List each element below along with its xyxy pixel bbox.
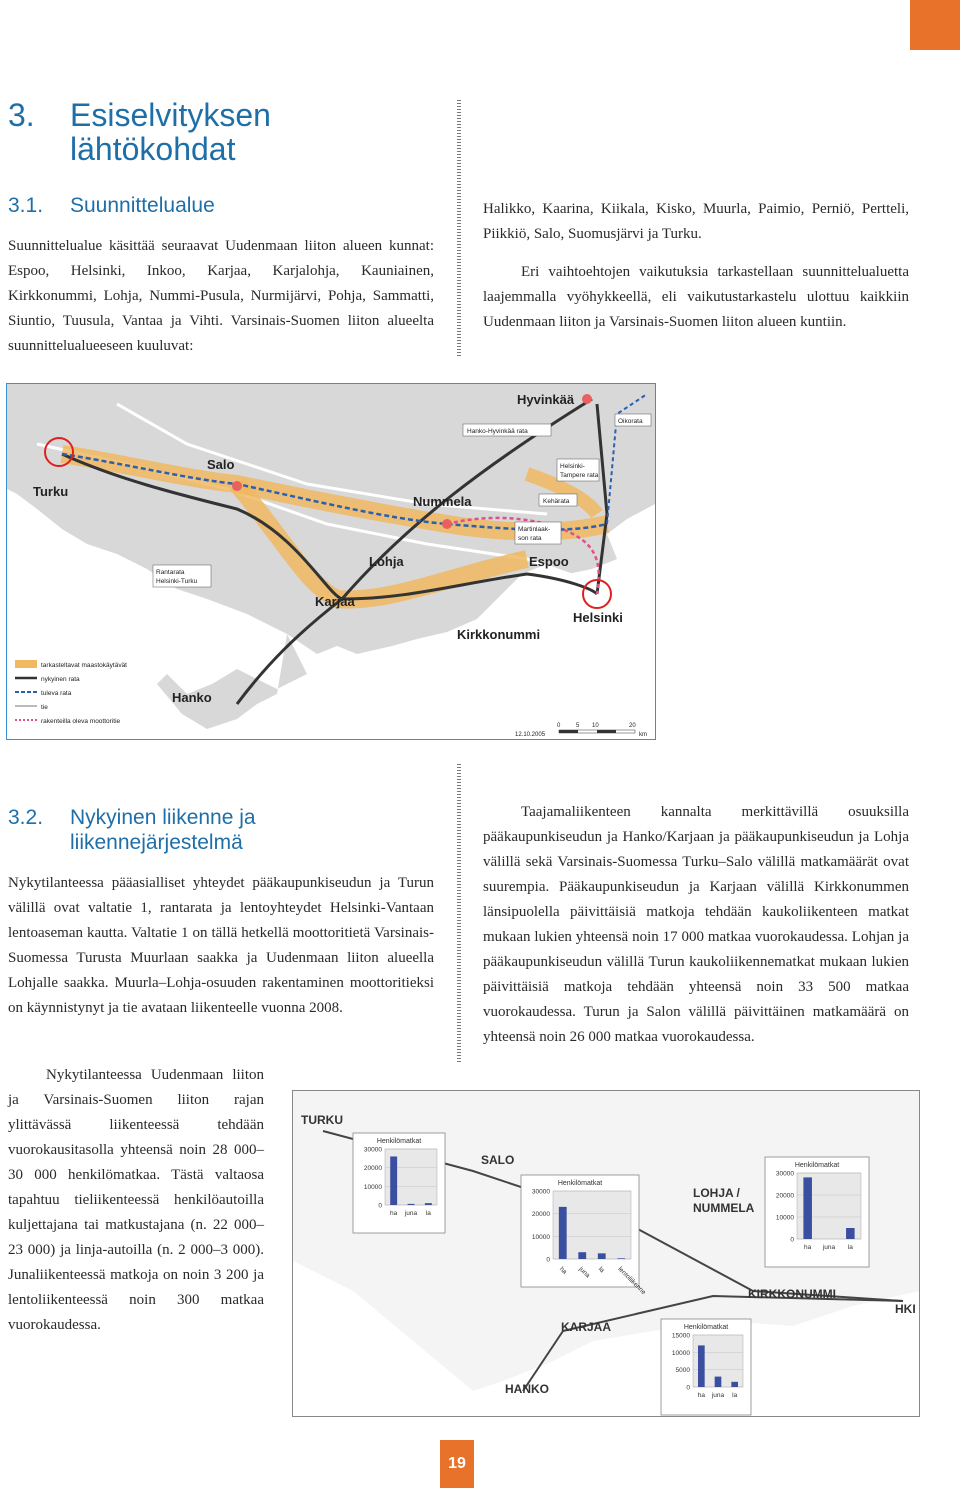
paragraph: Nykytilanteessa pääasialliset yhteydet pääkaupunkiseudun ja Turun välillä ovat valtatie 1, rantarata ja lentoyhteydet Helsinki-Vantaan lentoaseman kautta. Valtatie 1 on tällä hetkellä moottoritietä Varsinais-Suomessa Turusta Muurlaan saakka ja Uudenmaan liiton alueella Lohjalle saakka. Muurla–Lohja-osuuden rakentaminen moottoritieksi on käynnistynyt ja tie avataan liikenteelle vuonna 2008. [8, 875, 434, 1016]
bar [408, 1204, 415, 1205]
x-tick-label: juna [404, 1210, 418, 1217]
x-tick-label: lentoliikenne [616, 1265, 647, 1297]
section-31-right-text [483, 197, 909, 335]
y-tick-label: 0 [686, 1384, 690, 1392]
scale-unit: km [639, 732, 647, 738]
y-tick-label: 0 [378, 1202, 382, 1210]
flow-place-salo: SALO [481, 1153, 515, 1167]
legend-planned-road: rakenteilla oleva moottoritie [41, 718, 121, 725]
section-32-paragraph-3 [483, 800, 909, 1050]
section-31-heading: 3.1. Suunnittelualue [8, 194, 215, 217]
x-tick-label: ha [804, 1244, 812, 1251]
page-number: 19 [440, 1440, 474, 1488]
x-tick-label: la [732, 1392, 738, 1399]
bar [598, 1253, 606, 1259]
bar-chart [661, 1319, 751, 1415]
bar [731, 1382, 738, 1387]
label-martinlaakso-2: son rata [518, 535, 542, 542]
bar [617, 1258, 625, 1259]
legend-current-rail: nykyinen rata [41, 676, 80, 683]
flow-place-hki: HKI [895, 1302, 916, 1316]
label-keharata: Kehärata [543, 498, 570, 505]
column-divider [457, 100, 461, 358]
paragraph: Halikko, Kaarina, Kiikala, Kisko, Muurla, Paimio, Perniö, Pertteli, Piikkiö, Salo, Suomusjärvi ja Turku. [483, 201, 909, 242]
bar [803, 1177, 812, 1239]
y-tick-label: 5000 [675, 1367, 690, 1375]
place-hanko: Hanko [172, 690, 212, 705]
scale-tick: 10 [592, 723, 599, 729]
place-helsinki: Helsinki [573, 610, 623, 625]
paragraph: Taajamaliikenteen kannalta merkittävillä osuuksilla pääkaupunkiseudun ja Hanko/Karjaan ja pääkaupunkiseudun ja Lohja välillä sekä Varsinais-Suomessa Turku–Salo välillä matkamäärät ovat suurempia. Pääkaupunkiseudun ja Karjaan välillä Kirkkonummen länsipuolella päivittäisiä matkoja tehdään kaukoliikenteen matkat mukaan lukien yhteensä noin 17 000 matkaa vuorokaudessa. Lohjan ja pääkaupunkiseudun välillä Turun kaukoliikennematkat mukaan lukien päivittäisiä matkoja tehdään yhteensä noin 33 500 matkaa vuorokaudessa. Turun ja Salon välillä päivittäinen matkamäärä on yhteensä noin 26 000 matkaa vuorokaudessa. [483, 804, 909, 1045]
y-tick-label: 0 [546, 1256, 550, 1264]
bar [715, 1377, 722, 1387]
column-divider [457, 764, 461, 1064]
place-nummela: Nummela [413, 494, 472, 509]
paragraph: Suunnittelualue käsittää seuraavat Uudenmaan liiton alueen kunnat: Espoo, Helsinki, Inkoo, Karjaa, Karjalohja, Kauniainen, Kirkkonummi, Lohja, Nummi-Pusula, Nurmijärvi, Pohja, Sammatti, Siuntio, Tuusula, Vantaa ja Vihti. Varsinais-Suomen liiton alueelta suunnittelualueeseen kuuluvat: [8, 238, 434, 354]
hyvinkaa-node [582, 394, 592, 404]
y-tick-label: 10000 [671, 1349, 690, 1357]
bar [698, 1345, 705, 1387]
paragraph: Nykytilanteessa Uudenmaan liiton ja Varsinais-Suomen liiton rajan ylittävässä liikenteessä tehdään vuorokausitasolla yhteensä noin 28 000–30 000 henkilömatkaa. Tästä valtaosa tapahtuu tieliikenteessä henkilöautoilla kuljettajana tai matkustajana (n. 22 000–23 000) ja linja-autoilla (n. 2 000–3 000). Junaliikenteessä matkoja on noin 3 200 ja lentoliikenteessä noin 300 matkaa vuorokaudessa. [8, 1067, 264, 1333]
legend-corridor: tarkasteltavat maastokäytävät [41, 662, 127, 669]
label-rantarata-1: Rantarata [156, 569, 185, 576]
x-tick-label: juna [822, 1244, 836, 1251]
x-tick-label: la [847, 1244, 853, 1251]
planning-area-map [6, 383, 656, 740]
bar [578, 1252, 586, 1259]
y-tick-label: 10000 [363, 1183, 382, 1191]
x-tick-label: la [596, 1265, 606, 1275]
section-32-paragraph-2 [8, 1063, 264, 1338]
label-oikorata: Oikorata [618, 418, 643, 425]
nummela-node [442, 519, 452, 529]
place-lohja: Lohja [369, 554, 404, 569]
salo-node [232, 481, 242, 491]
scale-tick: 0 [557, 723, 561, 729]
y-tick-label: 10000 [775, 1214, 794, 1222]
x-tick-label: ha [557, 1265, 568, 1276]
bar [846, 1228, 855, 1239]
flow-place-karjaa: KARJAA [561, 1320, 612, 1334]
label-helsinki-tampere-2: Tampere rata [560, 472, 599, 479]
x-tick-label: ha [697, 1392, 705, 1399]
bar [425, 1203, 432, 1205]
place-salo: Salo [207, 457, 235, 472]
place-hyvinkaa: Hyvinkää [517, 392, 575, 407]
legend-road: tie [41, 704, 48, 711]
label-rantarata-2: Helsinki-Turku [156, 578, 198, 585]
x-tick-label: ha [390, 1210, 398, 1217]
section-31-left-text [8, 234, 434, 359]
bar-chart [765, 1157, 869, 1267]
y-tick-label: 20000 [363, 1165, 382, 1173]
scale-tick: 5 [576, 723, 580, 729]
chart-title: Henkilömatkat [557, 1180, 603, 1187]
chart-title: Henkilömatkat [376, 1138, 422, 1145]
flow-place-nummela: NUMMELA [693, 1201, 755, 1215]
paragraph: Eri vaihtoehtojen vaikutuksia tarkastellaan suunnittelualuetta laajemmalla vyöhykkeellä, eli vaikutustarkastelu ulottuu kaikkiin Uudenmaan liiton ja Varsinais-Suomen liiton alueen kuntiin. [483, 264, 909, 330]
x-tick-label: juna [711, 1392, 725, 1399]
x-tick-label: juna [577, 1265, 592, 1280]
flow-place-lohja: LOHJA / [693, 1186, 740, 1200]
y-tick-label: 30000 [775, 1170, 794, 1178]
scale-tick: 20 [629, 723, 636, 729]
y-tick-label: 30000 [531, 1188, 550, 1196]
y-tick-label: 15000 [671, 1332, 690, 1340]
place-karjaa: Karjaa [315, 594, 355, 609]
place-espoo: Espoo [529, 554, 569, 569]
bar-chart [353, 1133, 445, 1233]
label-martinlaakso-1: Martinlaak- [518, 526, 551, 533]
section-32-heading: 3.2. Nykyinen liikenne ja liikennejärjestelmä [8, 806, 256, 854]
bar [559, 1207, 567, 1259]
map-legend [11, 656, 149, 736]
map-date: 12.10.2005 [515, 732, 546, 738]
place-turku: Turku [33, 484, 69, 499]
y-tick-label: 10000 [531, 1233, 550, 1241]
section-3-heading: 3. Esiselvityksen lähtökohdat [8, 97, 271, 167]
label-helsinki-tampere-1: Helsinki- [560, 463, 585, 470]
bar [390, 1156, 397, 1205]
y-tick-label: 30000 [363, 1146, 382, 1154]
place-kirkkonummi: Kirkkonummi [457, 627, 541, 642]
y-tick-label: 0 [790, 1236, 794, 1244]
legend-future-rail: tuleva rata [41, 690, 72, 697]
y-tick-label: 20000 [775, 1192, 794, 1200]
chart-title: Henkilömatkat [683, 1324, 729, 1331]
chart-title: Henkilömatkat [794, 1162, 840, 1169]
corner-tab [910, 0, 960, 50]
label-hanko-hyvinkaa: Hanko-Hyvinkää rata [467, 428, 528, 435]
y-tick-label: 20000 [531, 1211, 550, 1219]
flow-place-kirkkonummi: KIRKKONUMMI [748, 1287, 836, 1301]
bar-chart [521, 1175, 647, 1296]
traffic-flow-map [292, 1090, 920, 1417]
flow-place-hanko: HANKO [505, 1382, 549, 1396]
flow-place-turku: TURKU [301, 1113, 343, 1127]
x-tick-label: la [425, 1210, 431, 1217]
section-32-paragraph-1 [8, 871, 434, 1021]
